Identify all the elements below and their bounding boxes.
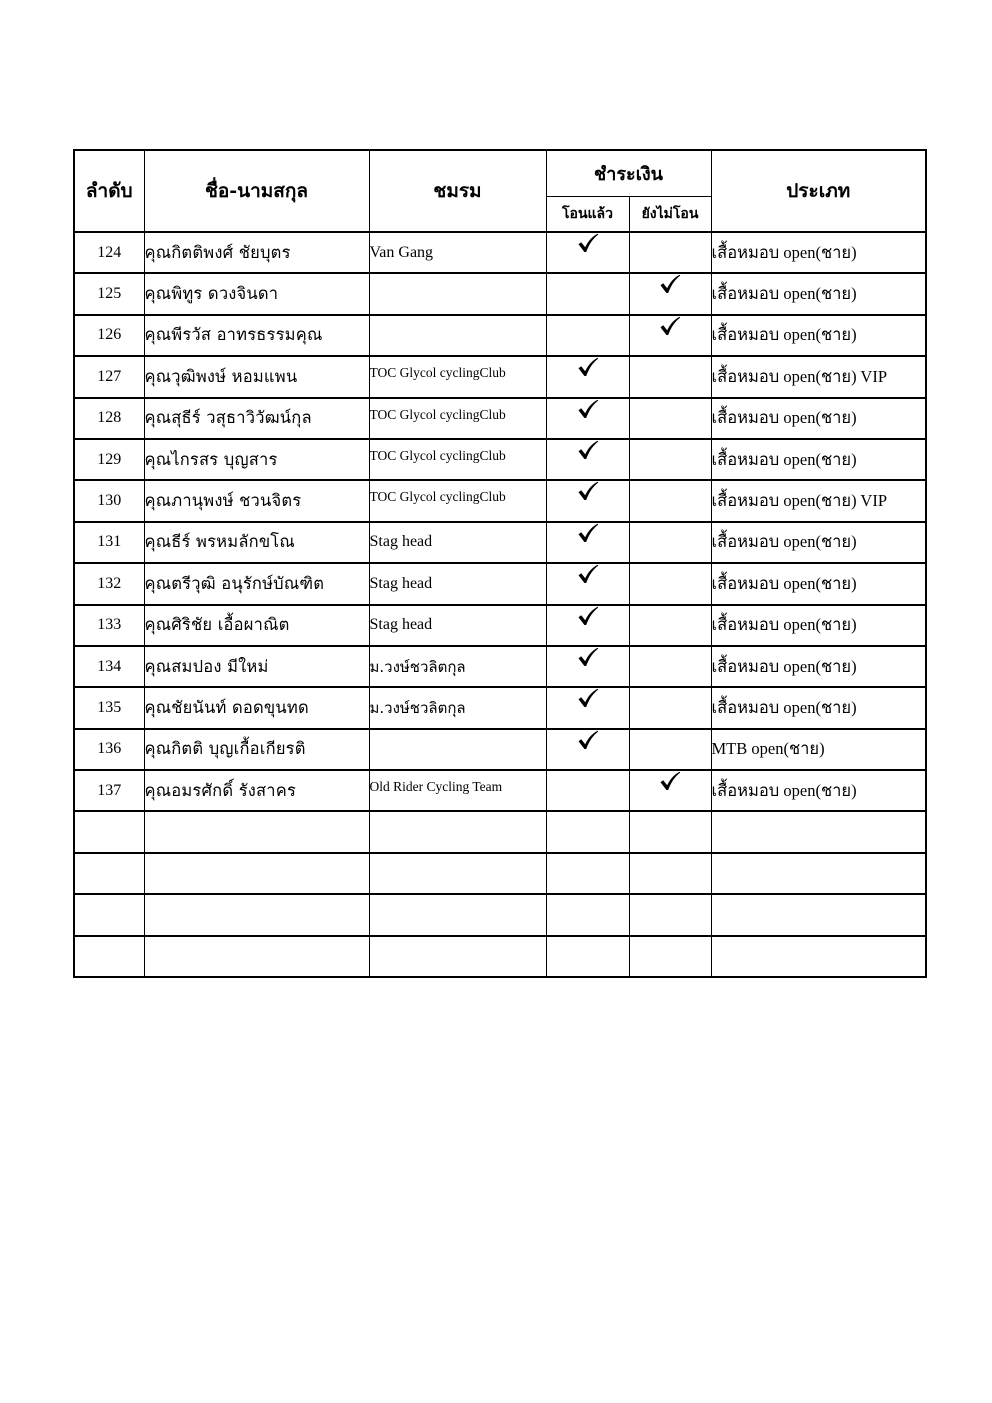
cell-order: 130 (74, 480, 144, 521)
cell-name: คุณพีรวัส อาทรธรรมคุณ (144, 315, 369, 356)
cell-type: เสื้อหมอบ open(ชาย) (711, 563, 926, 604)
cell-type: MTB open(ชาย) (711, 729, 926, 770)
table-row (74, 356, 926, 397)
cell-club (369, 853, 546, 894)
cell-type (711, 811, 926, 852)
table-row (74, 894, 926, 935)
check-mark-icon (577, 233, 599, 253)
check-mark-icon (659, 274, 681, 294)
table-row (74, 522, 926, 563)
table-row (74, 480, 926, 521)
cell-unpaid (629, 480, 711, 521)
cell-order (74, 811, 144, 852)
check-mark-icon (577, 730, 599, 750)
cell-order (74, 853, 144, 894)
cell-paid (546, 439, 629, 480)
table-row (74, 936, 926, 977)
check-mark-icon (577, 606, 599, 626)
cell-name (144, 853, 369, 894)
cell-club: Stag head (369, 522, 546, 563)
cell-name: คุณศิริชัย เอื้อผาณิต (144, 605, 369, 646)
cell-order: 127 (74, 356, 144, 397)
cell-paid (546, 480, 629, 521)
cell-unpaid (629, 687, 711, 728)
cell-paid (546, 646, 629, 687)
table-row (74, 729, 926, 770)
cell-paid (546, 563, 629, 604)
cell-club (369, 273, 546, 314)
cell-order: 132 (74, 563, 144, 604)
cell-type (711, 894, 926, 935)
cell-paid (546, 770, 629, 811)
cell-name (144, 811, 369, 852)
cell-club: Stag head (369, 605, 546, 646)
table-row (74, 398, 926, 439)
cell-club (369, 729, 546, 770)
cell-name (144, 936, 369, 977)
cell-type: เสื้อหมอบ open(ชาย) VIP (711, 356, 926, 397)
cell-order (74, 936, 144, 977)
cell-type (711, 853, 926, 894)
cell-type: เสื้อหมอบ open(ชาย) (711, 273, 926, 314)
cell-paid (546, 356, 629, 397)
cell-club: TOC Glycol cyclingClub (369, 398, 546, 439)
cell-club: Stag head (369, 563, 546, 604)
cell-order: 137 (74, 770, 144, 811)
table-row (74, 853, 926, 894)
check-mark-icon (577, 564, 599, 584)
cell-unpaid (629, 522, 711, 563)
table-row (74, 273, 926, 314)
check-mark-icon (577, 357, 599, 377)
cell-paid (546, 315, 629, 356)
cell-unpaid (629, 563, 711, 604)
table-body (74, 232, 926, 977)
cell-unpaid (629, 811, 711, 852)
cell-type: เสื้อหมอบ open(ชาย) (711, 770, 926, 811)
header-name: ชื่อ-นามสกุล (144, 150, 369, 232)
cell-name: คุณวุฒิพงษ์ หอมแพน (144, 356, 369, 397)
cell-order: 136 (74, 729, 144, 770)
cell-unpaid (629, 729, 711, 770)
cell-order: 126 (74, 315, 144, 356)
cell-unpaid (629, 770, 711, 811)
check-mark-icon (577, 481, 599, 501)
cell-club: TOC Glycol cyclingClub (369, 439, 546, 480)
cell-unpaid (629, 853, 711, 894)
cell-type: เสื้อหมอบ open(ชาย) (711, 687, 926, 728)
cell-name: คุณพิทูร ดวงจินดา (144, 273, 369, 314)
cell-club: Van Gang (369, 232, 546, 273)
cell-club (369, 315, 546, 356)
cell-unpaid (629, 439, 711, 480)
cell-paid (546, 232, 629, 273)
cell-paid (546, 398, 629, 439)
cell-unpaid (629, 315, 711, 356)
cell-type: เสื้อหมอบ open(ชาย) (711, 315, 926, 356)
header-type: ประเภท (711, 150, 926, 232)
header-order: ลำดับ (74, 150, 144, 232)
cell-name: คุณชัยนันท์ ดอดขุนทด (144, 687, 369, 728)
cell-type: เสื้อหมอบ open(ชาย) (711, 522, 926, 563)
cell-name: คุณไกรสร บุญสาร (144, 439, 369, 480)
table-row (74, 811, 926, 852)
cell-club: TOC Glycol cyclingClub (369, 480, 546, 521)
table-row (74, 687, 926, 728)
cell-paid (546, 936, 629, 977)
header-paid: โอนแล้ว (546, 196, 629, 232)
cell-unpaid (629, 605, 711, 646)
cell-type: เสื้อหมอบ open(ชาย) VIP (711, 480, 926, 521)
cell-name: คุณกิตติ บุญเกื้อเกียรติ (144, 729, 369, 770)
registration-table (73, 149, 927, 978)
cell-paid (546, 605, 629, 646)
cell-club (369, 894, 546, 935)
cell-order: 133 (74, 605, 144, 646)
cell-name: คุณตรีวุฒิ อนุรักษ์บัณฑิต (144, 563, 369, 604)
check-mark-icon (577, 523, 599, 543)
cell-unpaid (629, 646, 711, 687)
cell-paid (546, 522, 629, 563)
cell-unpaid (629, 356, 711, 397)
cell-club: ม.วงษ์ชวลิตกุล (369, 646, 546, 687)
cell-unpaid (629, 936, 711, 977)
table-header (74, 150, 926, 232)
table-row (74, 770, 926, 811)
cell-paid (546, 853, 629, 894)
table-row (74, 439, 926, 480)
cell-type: เสื้อหมอบ open(ชาย) (711, 439, 926, 480)
check-mark-icon (577, 688, 599, 708)
cell-order: 124 (74, 232, 144, 273)
cell-name: คุณอมรศักดิ์ รังสาคร (144, 770, 369, 811)
cell-name: คุณสมปอง มีใหม่ (144, 646, 369, 687)
cell-type (711, 936, 926, 977)
cell-name (144, 894, 369, 935)
check-mark-icon (577, 440, 599, 460)
cell-order: 128 (74, 398, 144, 439)
cell-type: เสื้อหมอบ open(ชาย) (711, 646, 926, 687)
cell-club (369, 811, 546, 852)
cell-type: เสื้อหมอบ open(ชาย) (711, 398, 926, 439)
cell-order: 131 (74, 522, 144, 563)
cell-name: คุณกิตติพงศ์ ชัยบุตร (144, 232, 369, 273)
cell-unpaid (629, 273, 711, 314)
cell-paid (546, 894, 629, 935)
table-row (74, 563, 926, 604)
table-row (74, 232, 926, 273)
header-payment: ชำระเงิน (546, 150, 711, 196)
cell-order: 129 (74, 439, 144, 480)
cell-type: เสื้อหมอบ open(ชาย) (711, 605, 926, 646)
check-mark-icon (577, 399, 599, 419)
cell-club: ม.วงษ์ชวลิตกุล (369, 687, 546, 728)
cell-order: 135 (74, 687, 144, 728)
cell-club: TOC Glycol cyclingClub (369, 356, 546, 397)
cell-name: คุณสุธีร์ วสุธาวิวัฒน์กุล (144, 398, 369, 439)
cell-paid (546, 273, 629, 314)
cell-paid (546, 687, 629, 728)
check-mark-icon (659, 316, 681, 336)
cell-name: คุณภานุพงษ์ ชวนจิตร (144, 480, 369, 521)
table-row (74, 646, 926, 687)
header-unpaid: ยังไม่โอน (629, 196, 711, 232)
cell-club (369, 936, 546, 977)
cell-order: 125 (74, 273, 144, 314)
cell-order: 134 (74, 646, 144, 687)
cell-unpaid (629, 398, 711, 439)
cell-unpaid (629, 232, 711, 273)
cell-name: คุณธีร์ พรหมลักขโณ (144, 522, 369, 563)
table-row (74, 605, 926, 646)
cell-paid (546, 729, 629, 770)
cell-unpaid (629, 894, 711, 935)
cell-order (74, 894, 144, 935)
table-row (74, 315, 926, 356)
header-club: ชมรม (369, 150, 546, 232)
cell-paid (546, 811, 629, 852)
cell-type: เสื้อหมอบ open(ชาย) (711, 232, 926, 273)
check-mark-icon (659, 771, 681, 791)
cell-club: Old Rider Cycling Team (369, 770, 546, 811)
check-mark-icon (577, 647, 599, 667)
